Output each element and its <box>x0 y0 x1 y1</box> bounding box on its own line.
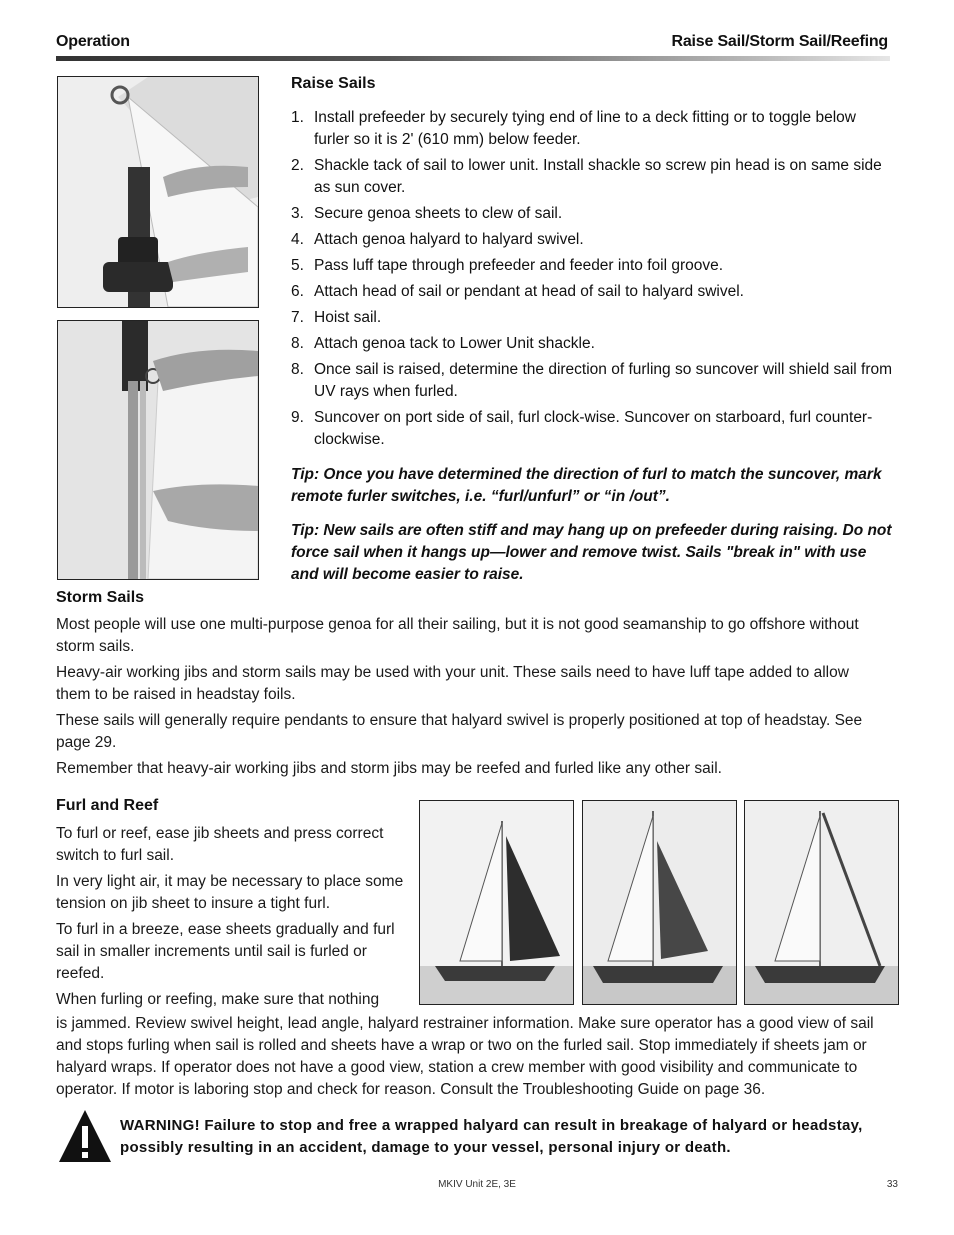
section-label: Operation <box>56 33 130 50</box>
sailboat-photo-full-sail <box>419 800 574 1005</box>
step-text: Secure genoa sheets to clew of sail. <box>314 205 563 222</box>
step-number: 9. <box>291 409 304 426</box>
list-item <box>291 255 893 277</box>
storm-sails-body <box>56 614 876 784</box>
prefeeder-photo <box>57 76 259 308</box>
step-text: Suncover on port side of sail, furl clock-wise. Suncover on starboard, furl counter-clockwise. <box>314 409 873 448</box>
furl-reef-heading: Furl and Reef <box>56 797 159 814</box>
storm-sails-heading: Storm Sails <box>56 589 145 606</box>
step-text: Hoist sail. <box>314 309 382 326</box>
paragraph: Heavy-air working jibs and storm sails may be used with your unit. These sails need to have luff tape added to allow them to be raised in headstay foils. <box>56 664 849 703</box>
step-number: 5. <box>291 257 304 274</box>
step-number: 6. <box>291 283 304 300</box>
paragraph: These sails will generally require pendants to ensure that halyard swivel is properly positioned at top of headstay. See page 29. <box>56 712 863 751</box>
step-number: 2. <box>291 157 304 174</box>
paragraph: To furl in a breeze, ease sheets gradually and furl sail in smaller increments until sail is furled or reefed. <box>56 921 395 982</box>
step-number: 1. <box>291 109 304 126</box>
tip-stiff-sails: Tip: New sails are often stiff and may hang up on prefeeder during raising. Do not force sail when it hangs up—lower and remove twist. Sails "break in" with use and will become easier to raise. <box>291 522 892 583</box>
step-text: Install prefeeder by securely tying end of line to a deck fitting or to toggle below furler so it is 2' (610 mm) below feeder. <box>314 109 856 148</box>
paragraph: When furling or reefing, make sure that nothing <box>56 991 380 1008</box>
tip-furl-direction: Tip: Once you have determined the direction of furl to match the suncover, mark remote furler switches, i.e. “furl/unfurl” or “in /out”. <box>291 466 882 505</box>
step-text: Once sail is raised, determine the direction of furling so suncover will shield sail from UV rays when furled. <box>314 361 893 400</box>
list-item <box>291 407 893 451</box>
paragraph: In very light air, it may be necessary to place some tension on jib sheet to insure a tight furl. <box>56 873 404 912</box>
paragraph: Most people will use one multi-purpose genoa for all their sailing, but it is not good seamanship to go offshore without storm sails. <box>56 616 859 655</box>
page-topic: Raise Sail/Storm Sail/Reefing <box>671 33 888 50</box>
list-item <box>291 203 893 225</box>
paragraph: To furl or reef, ease jib sheets and press correct switch to furl sail. <box>56 825 384 864</box>
raise-sails-steps <box>291 107 893 455</box>
list-item <box>291 107 893 151</box>
sailboat-photo-partly-reefed <box>582 800 737 1005</box>
warning-triangle-icon <box>57 1108 113 1164</box>
step-number: 8. <box>291 361 304 378</box>
step-text: Pass luff tape through prefeeder and feeder into foil groove. <box>314 257 724 274</box>
list-item <box>291 155 893 199</box>
header-rule <box>56 56 890 61</box>
furl-reef-body <box>56 823 406 1015</box>
warning-text: WARNING! Failure to stop and free a wrapped halyard can result in breakage of halyard or headstay, possibly resulting in an accident, damage to your vessel, personal injury or death. <box>120 1117 863 1156</box>
step-number: 3. <box>291 205 304 222</box>
step-number: 4. <box>291 231 304 248</box>
sailboat-photo-furled <box>744 800 899 1005</box>
furl-reef-body-continued <box>56 1013 898 1105</box>
step-text: Shackle tack of sail to lower unit. Install shackle so screw pin head is on same side as sun cover. <box>314 157 882 196</box>
luff-feeder-photo <box>57 320 259 580</box>
list-item <box>291 359 893 403</box>
paragraph: Remember that heavy-air working jibs and storm jibs may be reefed and furled like any other sail. <box>56 760 722 777</box>
step-number: 7. <box>291 309 304 326</box>
step-text: Attach genoa halyard to halyard swivel. <box>314 231 584 248</box>
list-item <box>291 307 893 329</box>
list-item <box>291 333 893 355</box>
page-number: 33 <box>886 1179 898 1190</box>
step-number: 8. <box>291 335 304 352</box>
step-text: Attach head of sail or pendant at head of sail to halyard swivel. <box>314 283 744 300</box>
list-item <box>291 229 893 251</box>
list-item <box>291 281 893 303</box>
footer-model: MKIV Unit 2E, 3E <box>438 1179 516 1190</box>
raise-sails-heading: Raise Sails <box>291 75 376 92</box>
paragraph: is jammed. Review swivel height, lead angle, halyard restrainer information. Make sure operator has a good view of sail and stops furling when sail is rolled and sheets have a wrap or two on the furled sail. Stop immediately if sheets jam or halyard wraps. If operator does not have a good view, station a crew member with good visibility and communicate to operator. If motor is laboring stop and check for reason. Consult the Troubleshooting Guide on page 36. <box>56 1015 874 1098</box>
step-text: Attach genoa tack to Lower Unit shackle. <box>314 335 595 352</box>
